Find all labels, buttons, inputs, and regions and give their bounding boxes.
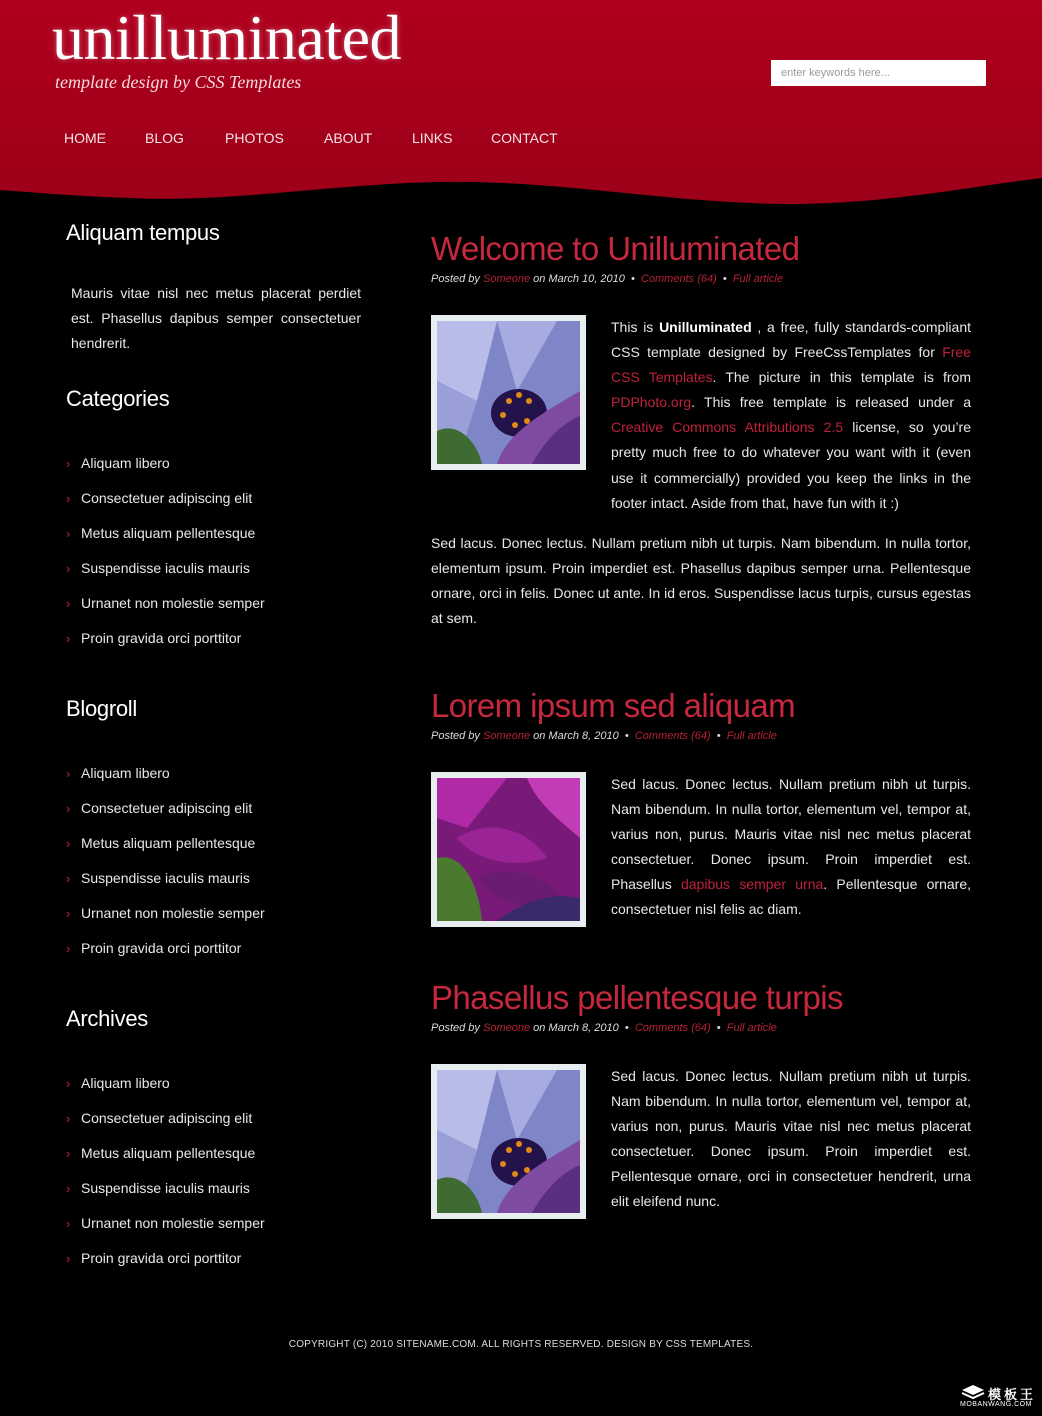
text: . Pellentesque ornare, consectetuer nisl felis ac diam. [611,876,972,918]
author-link[interactable]: Someone [482,1022,531,1034]
text: . This free template is released under a [691,394,971,411]
blogroll-list [66,764,265,974]
chevron-right-icon: › [66,836,71,851]
posted-by-label: Posted by [431,273,480,285]
category-link[interactable]: Urnanet non molestie semper [81,595,265,611]
menu-item-links[interactable]: LINKS [412,130,453,146]
list-item [66,904,265,939]
search-input[interactable] [771,60,986,86]
chevron-right-icon: › [66,561,71,576]
category-link[interactable]: Metus aliquam pellentesque [81,525,256,541]
flower-image [437,321,580,464]
list-item [66,939,265,974]
sidebar-archives-title: Archives [66,1006,148,1031]
post-title-text[interactable]: Phasellus pellentesque turpis [431,979,843,1016]
comments-link[interactable]: Comments (64) [634,730,711,742]
post-date: on March 10, 2010 [533,273,625,285]
post-title-text[interactable]: Lorem ipsum sed aliquam [431,687,796,724]
list-item [66,454,265,489]
list-item [66,1249,265,1284]
site-tagline: template design by CSS Templates [55,72,302,92]
list-item [66,1214,265,1249]
comments-link[interactable]: Comments (64) [634,1022,711,1034]
blogroll-link[interactable]: Suspendisse iaculis mauris [81,870,250,886]
sidebar-categories-title: Categories [66,386,170,411]
chevron-right-icon: › [66,1216,71,1231]
post-date: on March 8, 2010 [533,1022,619,1034]
chevron-right-icon: › [66,596,71,611]
text: license, so you’re pretty much free to do whatever you want with it (even use it commercially) provided you keep the links in the footer intact. Aside from that, have fun with it :) [611,419,971,511]
posted-by-label: Posted by [431,730,480,742]
list-item [66,559,265,594]
full-article-link[interactable]: Full article [732,273,783,285]
list-item [66,799,265,834]
list-item [66,489,265,524]
post-body [611,772,971,923]
archives-list [66,1074,265,1284]
list-item [66,629,265,664]
sidebar-about-title: Aliquam tempus [66,220,220,245]
sidebar-blogroll-title: Blogroll [66,696,137,721]
chevron-right-icon: › [66,631,71,646]
menu-item-about[interactable]: ABOUT [324,130,373,146]
chevron-right-icon: › [66,766,71,781]
post-body: Sed lacus. Donec lectus. Nullam pretium nibh ut turpis. Nam bibendum. In nulla tortor, elementum vel, tempor at, varius non, purus. Mauris vitae nisl nec metus placerat consectetuer. Donec ipsum. Proin imperdiet est. Pellentesque ornare, orci in consectetuer hendrerit, urna elit eleifend nunc. [611,1068,971,1210]
author-link[interactable]: Someone [482,273,531,285]
archive-link[interactable]: Suspendisse iaculis mauris [81,1180,250,1196]
blogroll-link[interactable]: Metus aliquam pellentesque [81,835,256,851]
watermark-cn: 模板王 [988,1387,1037,1402]
list-item [66,1179,265,1214]
link-creative-commons[interactable]: Creative Commons Attributions 2.5 [611,419,844,436]
chevron-right-icon: › [66,1146,71,1161]
site-footer: COPYRIGHT (C) 2010 SITENAME.COM. ALL RIGHTS RESERVED. DESIGN BY CSS TEMPLATES. [288,1339,754,1350]
blogroll-link[interactable]: Urnanet non molestie semper [81,905,265,921]
chevron-right-icon: › [66,456,71,471]
post-title-text[interactable]: Welcome to Unilluminated [431,230,800,267]
author-link[interactable]: Someone [482,730,531,742]
link-dapibus[interactable]: dapibus semper urna [680,876,824,893]
comments-link[interactable]: Comments (64) [640,273,717,285]
menu-item-blog[interactable]: BLOG [145,130,184,146]
post-image [431,1064,586,1219]
categories-list [66,454,265,664]
post-date: on March 8, 2010 [533,730,619,742]
sidebar-about-text: Mauris vitae nisl nec metus placerat perdiet est. Phasellus dapibus semper consectetuer hendrerit. [71,285,361,351]
list-item [66,1074,265,1109]
archive-link[interactable]: Urnanet non molestie semper [81,1215,265,1231]
chevron-right-icon: › [66,1076,71,1091]
stack-logo-icon [961,1384,985,1402]
chevron-right-icon: › [66,906,71,921]
post-image [431,772,586,927]
text: This is [611,319,654,335]
chevron-right-icon: › [66,941,71,956]
archive-link[interactable]: Metus aliquam pellentesque [81,1145,256,1161]
list-item [66,869,265,904]
post-meta: Posted by Someone on March 8, 2010 • Comments (64) • Full article [431,1022,777,1034]
post-meta: Posted by Someone on March 8, 2010 • Comments (64) • Full article [431,730,777,742]
category-link[interactable]: Consectetuer adipiscing elit [81,490,253,506]
post-title[interactable] [431,688,795,724]
watermark [958,1382,1038,1412]
menu-item-photos[interactable]: PHOTOS [225,130,284,146]
post-body-paragraph: Sed lacus. Donec lectus. Nullam pretium nibh ut turpis. Nam bibendum. In nulla tortor, elementum ipsum. Proin imperdiet est. Phasellus dapibus semper urna. Pellentesque ornare, orci in felis. Donec ut ante. In id eros. Suspendisse lacus turpis, cursus egestas at sem. [431,535,971,627]
link-pdphoto[interactable]: PDPhoto.org [611,394,692,411]
list-item [66,1109,265,1144]
chevron-right-icon: › [66,871,71,886]
full-article-link[interactable]: Full article [726,1022,777,1034]
chevron-right-icon: › [66,526,71,541]
archive-link[interactable]: Consectetuer adipiscing elit [81,1110,253,1126]
blogroll-link[interactable]: Consectetuer adipiscing elit [81,800,253,816]
list-item [66,594,265,629]
watermark-en: MOBANWANG.COM [960,1401,1032,1408]
posted-by-label: Posted by [431,1022,480,1034]
post-image [431,315,586,470]
purple-petals-image [437,778,580,921]
archive-link[interactable]: Proin gravida orci porttitor [81,1250,242,1266]
list-item [66,1144,265,1179]
chevron-right-icon: › [66,801,71,816]
post-title[interactable] [431,980,843,1016]
list-item [66,524,265,559]
archive-link[interactable]: Aliquam libero [81,1075,170,1091]
text: . The picture in this template is from [712,369,971,386]
flower-image [437,1070,580,1213]
full-article-link[interactable]: Full article [726,730,777,742]
chevron-right-icon: › [66,1111,71,1126]
category-link[interactable]: Suspendisse iaculis mauris [81,560,250,576]
menu-item-home[interactable]: HOME [64,130,106,146]
text: , a free, fully standards-compliant CSS template designed by FreeCssTemplates for [611,319,972,361]
link-free-css-templates[interactable]: Free CSS Templates [611,344,971,386]
category-link[interactable]: Aliquam libero [81,455,170,471]
chevron-right-icon: › [66,1251,71,1266]
site-logo[interactable]: unilluminated [52,2,401,73]
post-meta: Posted by Someone on March 10, 2010 • Comments (64) • Full article [431,273,783,285]
list-item [66,764,265,799]
site-header [0,0,1042,215]
list-item [66,834,265,869]
post-body-intro [611,315,971,516]
post-title[interactable] [431,231,799,267]
chevron-right-icon: › [66,491,71,506]
blogroll-link[interactable]: Aliquam libero [81,765,170,781]
menu-item-contact[interactable]: CONTACT [491,130,558,146]
blogroll-link[interactable]: Proin gravida orci porttitor [81,940,242,956]
category-link[interactable]: Proin gravida orci porttitor [81,630,242,646]
text: Sed lacus. Donec lectus. Nullam pretium nibh ut turpis. Nam bibendum. In nulla tortor, elementum vel, tempor at, varius non, purus. Mauris vitae nisl nec metus placerat consectetuer. Donec ipsum. Proin imperdiet est. Phasellus [611,776,971,893]
bold-text: Unilluminated [659,319,752,335]
chevron-right-icon: › [66,1181,71,1196]
